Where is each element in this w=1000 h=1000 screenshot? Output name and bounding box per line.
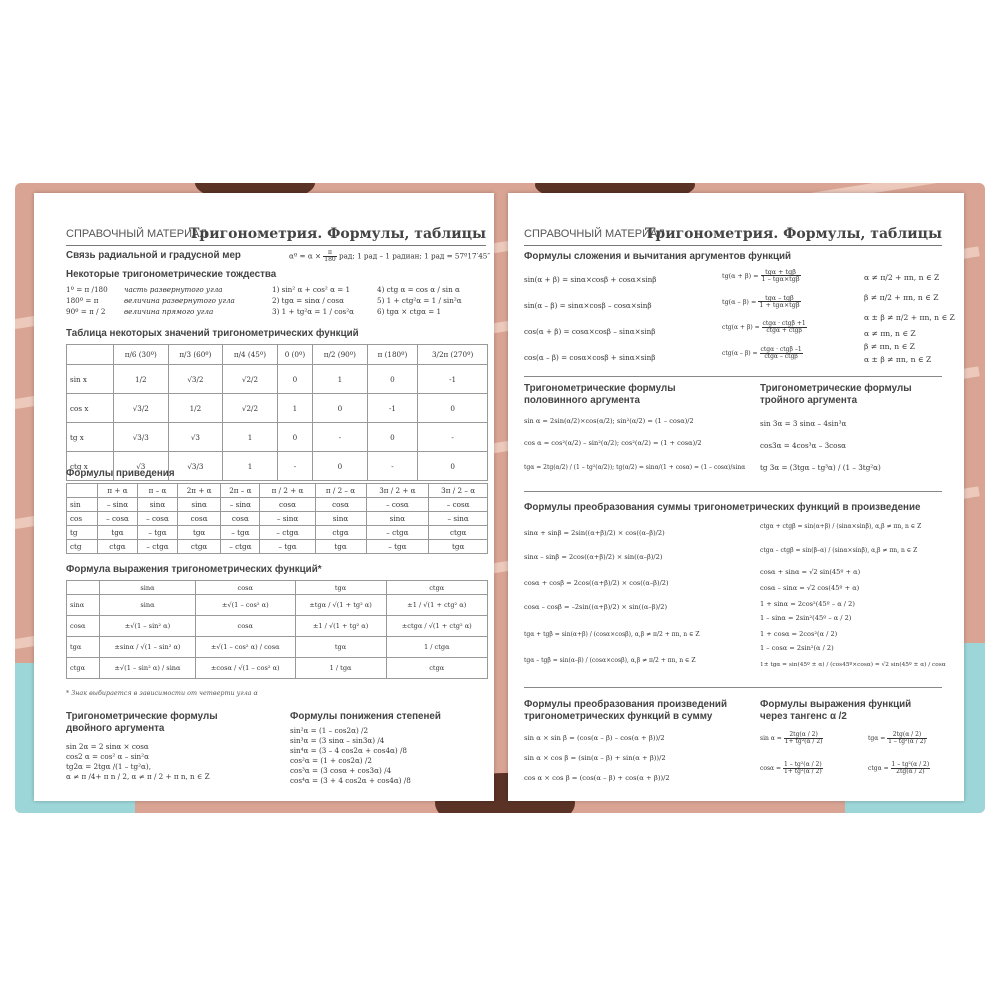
table-cell: – cosα <box>137 512 177 526</box>
addition-condition: β ≠ πn, n ∈ Z <box>864 342 915 351</box>
table-cell: ±ctgα / √(1 + ctg² α) <box>386 616 487 637</box>
frac-n: 1 – tg²(α / 2) <box>784 761 822 768</box>
table-cell: – tgα <box>221 526 260 540</box>
tan-title: Формулы выражения функций <box>760 699 912 710</box>
table-cell: 1/2 <box>114 365 169 394</box>
table-cell: 1/2 <box>168 394 223 423</box>
radial-formula <box>289 250 490 263</box>
sum-right-formula: 1± tgα = sin(45º ± α) / (cos45º×cosα) = √2 sin(45º ± α) / cosα <box>760 662 946 668</box>
sum-left-formula: sinα – sinβ = 2cos((α+β)/2) × sin((α–β)/2) <box>524 553 663 561</box>
table-cell: ±tgα / √(1 + tg² α) <box>295 595 386 616</box>
formula-frac <box>783 762 823 775</box>
table-cell: √2/2 <box>223 365 278 394</box>
addition-title: Формулы сложения и вычитания аргументов функций <box>524 251 792 262</box>
product-line: sin α × sin β = (cos(α – β) – cos(α + β))/2 <box>524 734 665 742</box>
power-line: sin²α = (1 – cos2α) /2 <box>290 726 369 735</box>
addition-condition: α ± β ≠ π/2 + πn, n ∈ Z <box>864 313 955 322</box>
addition-ctg-formula <box>722 347 803 360</box>
table-row <box>67 512 488 526</box>
table-cell: ±√(1 – cos² α) <box>195 595 295 616</box>
table-row-header: sinα <box>67 595 100 616</box>
table-row-header: tg <box>67 526 98 540</box>
table-cell: – sinα <box>98 498 138 512</box>
half-line: sin α = 2sin(α/2)×cos(α/2); sin²(α/2) = (1 – cosα)/2 <box>524 417 694 425</box>
frac-n: 2tg(α / 2) <box>784 732 824 739</box>
angle-desc: часть развернутого угла <box>124 285 223 294</box>
table-cell: ctgα <box>315 526 366 540</box>
table-cell: tgα <box>315 540 366 554</box>
addition-formula: sin(α – β) = sinα×cosβ – cosα×sinβ <box>524 301 652 310</box>
angle-desc: величина развернутого угла <box>124 296 235 305</box>
table-corner-cell <box>67 484 98 498</box>
double-line: α ≠ π /4+ π n / 2, α ≠ π / 2 + π n, n ∈ Z <box>66 772 210 781</box>
table-header-cell: sinα <box>100 581 196 595</box>
left-page <box>34 193 494 801</box>
product-line: cos α × cos β = (cos(α – β) + cos(α + β))/2 <box>524 774 670 782</box>
table-cell: tgα <box>98 526 138 540</box>
frac-d: 2tg(α / 2) <box>896 768 925 775</box>
angle-eq: 90º = π / 2 <box>66 307 106 316</box>
tan-formula <box>760 762 823 775</box>
formula-frac <box>887 732 927 745</box>
triple-title: Тригонометрические формулы <box>760 383 912 394</box>
identity-item: 3) 1 + tg²α = 1 / cos²α <box>272 307 354 316</box>
table-cell: 1 <box>313 365 368 394</box>
table-cell: ±√(1 – cos² α) / cosα <box>195 637 295 658</box>
table-row <box>67 540 488 554</box>
table-cell: – sinα <box>429 512 488 526</box>
sum-right-formula: ctgα – ctgβ = sin(β–α) / (sinα×sinβ), α,β ≠ πn, n ∈ Z <box>760 547 918 554</box>
table-corner-cell <box>67 345 114 365</box>
table-row-header: ctgα <box>67 658 100 679</box>
tan-formula <box>868 762 930 775</box>
table-header-cell: ctgα <box>386 581 487 595</box>
page-title: Тригонометрия. Формулы, таблицы <box>188 226 486 242</box>
identity-item: 4) ctg α = cos α / sin α <box>377 285 460 294</box>
table-header-row <box>67 345 488 365</box>
section-divider <box>524 687 942 688</box>
radial-formula-right: рад; 1 рад – 1 радиан; 1 рад = 57º17′45″ <box>339 251 491 261</box>
table-cell: 1 / ctgα <box>386 637 487 658</box>
addition-tg-formula <box>722 295 801 309</box>
identity-item: 1) sin² α + cos² α = 1 <box>272 285 351 294</box>
tan-title: через тангенс α /2 <box>760 711 847 722</box>
table-cell: sinα <box>100 595 196 616</box>
table-cell: sinα <box>177 498 220 512</box>
table-header-cell: 2π + α <box>177 484 220 498</box>
table-cell: 0 <box>277 423 312 452</box>
table-header-cell: π – α <box>137 484 177 498</box>
table-header-cell: π/6 (30º) <box>114 345 169 365</box>
table-corner-cell <box>67 581 100 595</box>
sum-left-formula: tgα – tgβ = sin(α–β) / (cosα×cosβ), α,β ≠ π/2 + πn, n ∈ Z <box>524 657 696 664</box>
table-cell: cosα <box>221 512 260 526</box>
frac-n: 2tg(α / 2) <box>887 732 927 739</box>
half-line: cos α = cos²(α/2) – sin²(α/2); cos²(α/2) = (1 + cosα)/2 <box>524 439 702 447</box>
table-cell: sinα <box>315 512 366 526</box>
table-row <box>67 595 488 616</box>
table-cell: cosα <box>195 616 295 637</box>
footnote: * Знак выбирается в зависимости от четверти угла α <box>66 689 258 697</box>
table-cell: – ctgα <box>221 540 260 554</box>
table-cell: – sinα <box>221 498 260 512</box>
table-cell: ctgα <box>177 540 220 554</box>
power-line: sin⁴α = (3 – 4 cos2α + cos4α) /8 <box>290 746 407 755</box>
table-cell: ctgα <box>386 658 487 679</box>
table-row <box>67 365 488 394</box>
table-cell: – ctgα <box>260 526 315 540</box>
table-row-header: ctg x <box>67 452 114 481</box>
table-cell: – cosα <box>429 498 488 512</box>
table-cell: ±1 / √(1 + ctg² α) <box>386 595 487 616</box>
table-row <box>67 526 488 540</box>
table-header-cell: π + α <box>98 484 138 498</box>
formula-frac <box>891 762 931 775</box>
double-title: двойного аргумента <box>66 723 165 734</box>
power-title: Формулы понижения степеней <box>290 711 441 722</box>
table-cell: cosα <box>315 498 366 512</box>
frac-n: 1 – tg²(α / 2) <box>891 761 930 768</box>
angle-eq: 180º = π <box>66 296 99 305</box>
section-divider <box>524 376 942 377</box>
table-cell: – ctgα <box>137 540 177 554</box>
power-line: cos⁴α = (3 + 4 cos2α + cos4α) /8 <box>290 776 411 785</box>
formula-frac <box>762 321 807 334</box>
addition-condition: β ≠ π/2 + πn, n ∈ Z <box>864 293 939 302</box>
table-cell: 0 <box>418 394 488 423</box>
header-ref: СПРАВОЧНЫЙ МАТЕРИАЛ <box>524 228 665 240</box>
table-row-header: tgα <box>67 637 100 658</box>
table-cell: ctgα <box>429 526 488 540</box>
table-cell: ctgα <box>98 540 138 554</box>
table-cell: - <box>418 423 488 452</box>
table-header-cell: 3π / 2 + α <box>366 484 429 498</box>
values-title: Таблица некоторых значений тригонометрических функций <box>66 328 359 339</box>
table-cell: 0 <box>313 394 368 423</box>
table-cell: 1 <box>277 394 312 423</box>
table-header-cell: tgα <box>295 581 386 595</box>
table-header-cell: π / 2 – α <box>315 484 366 498</box>
triple-line: sin 3α = 3 sinα – 4sin³α <box>760 419 847 428</box>
table-cell: √3/3 <box>168 452 223 481</box>
formula-lhs: tg(α – β) = <box>722 297 757 306</box>
sum-right-formula: 1 + sinα = 2cos²(45º – α / 2) <box>760 600 855 608</box>
formula-lhs: ctg(α – β) = <box>722 350 758 357</box>
table-cell: √3/2 <box>168 365 223 394</box>
addition-tg-formula <box>722 269 801 283</box>
table-row-header: cosα <box>67 616 100 637</box>
table-cell: – sinα <box>260 512 315 526</box>
sum-right-formula: 1 – sinα = 2sin²(45º – α / 2) <box>760 614 852 622</box>
formula-frac <box>761 269 801 283</box>
table-cell: -1 <box>367 394 418 423</box>
frac-d: 1+ tg²(α / 2) <box>784 738 823 745</box>
table-row-header: cos <box>67 512 98 526</box>
table-header-row <box>67 581 488 595</box>
table-cell: tgα <box>177 526 220 540</box>
table-row-header: sin <box>67 498 98 512</box>
identity-item: 2) tgα = sinα / cosα <box>272 296 344 305</box>
angle-desc: величина прямого угла <box>124 307 214 316</box>
power-line: sin³α = (3 sinα – sin3α) /4 <box>290 736 385 745</box>
table-row-header: cos x <box>67 394 114 423</box>
sum-right-formula: ctgα + ctgβ = sin(α+β) / (sinα×sinβ), α,β ≠ πn, n ∈ Z <box>760 523 922 530</box>
addition-condition: α ± β ≠ πn, n ∈ Z <box>864 355 932 364</box>
table-header-cell: π (180º) <box>367 345 418 365</box>
power-line: cos³α = (3 cosα + cos3α) /4 <box>290 766 392 775</box>
page-header <box>524 223 942 246</box>
table-cell: tgα <box>429 540 488 554</box>
frac-d: ctgα – ctgβ <box>764 353 798 360</box>
table-cell: -1 <box>418 365 488 394</box>
table-header-cell: 3/2π (270º) <box>418 345 488 365</box>
table-cell: 0 <box>367 423 418 452</box>
addition-formula: cos(α + β) = cosα×cosβ – sinα×sinβ <box>524 327 656 336</box>
table-cell: - <box>313 423 368 452</box>
half-title: Тригонометрические формулы <box>524 383 676 394</box>
triple-line: cos3α = 4cos³α – 3cosα <box>760 441 847 450</box>
half-title: половинного аргумента <box>524 395 640 406</box>
sum-left-formula: cosα + cosβ = 2cos((α+β)/2) × cos((α–β)/2) <box>524 579 669 587</box>
double-title: Тригонометрические формулы <box>66 711 218 722</box>
frac-d: 1 – tgα×tgβ <box>761 275 800 284</box>
table-header-cell: π/2 (90º) <box>313 345 368 365</box>
table-row <box>67 423 488 452</box>
table-row-header: sin x <box>67 365 114 394</box>
table-cell: √3 <box>114 452 169 481</box>
formula-lhs: cosα = <box>760 765 782 772</box>
table-cell: 1 <box>223 452 278 481</box>
sum-left-formula: sinα + sinβ = 2sin((α+β)/2) × cos((α–β)/2) <box>524 529 665 537</box>
reduction-title: Формулы приведения <box>66 468 175 479</box>
addition-formula: cos(α – β) = cosα×cosβ + sinα×sinβ <box>524 353 656 362</box>
frac-d: ctgα + ctgβ <box>766 327 802 334</box>
table-cell: tgα <box>295 637 386 658</box>
table-cell: – tgα <box>260 540 315 554</box>
product-title: Формулы преобразования произведений <box>524 699 727 710</box>
table-cell: √2/2 <box>223 394 278 423</box>
table-cell: sinα <box>366 512 429 526</box>
table-cell: – tgα <box>137 526 177 540</box>
table-header-cell: 3π / 2 – α <box>429 484 488 498</box>
formula-lhs: tg(α + β) = <box>722 271 759 280</box>
table-row <box>67 658 488 679</box>
product-line: sin α × cos β = (sin(α – β) + sin(α + β))/2 <box>524 754 666 762</box>
identity-item: 5) 1 + ctg²α = 1 / sin²α <box>377 296 462 305</box>
radial-frac-d: 180 <box>324 256 336 263</box>
sum-left-formula: cosα – cosβ = –2sin((α+β)/2) × sin((α–β)/2) <box>524 603 668 611</box>
triple-line: tg 3α = (3tgα – tg³α) / (1 – 3tg²α) <box>760 463 881 472</box>
sum-left-formula: tgα + tgβ = sin(α+β) / (cosα×cosβ), α,β ≠ π/2 + πn, n ∈ Z <box>524 631 700 638</box>
table-cell: – cosα <box>366 498 429 512</box>
half-line: tgα = 2tg(α/2) / (1 – tg²(α/2)); tg(α/2) = sinα/(1 + cosα) = (1 – cosα)/sinα <box>524 464 746 471</box>
table-cell: - <box>277 452 312 481</box>
table-row <box>67 616 488 637</box>
right-page <box>508 193 964 801</box>
power-line: cos²α = (1 + cos2α) /2 <box>290 756 372 765</box>
radial-formula-left: αº = α × <box>289 251 321 261</box>
table-cell: ±sinα / √(1 – sin² α) <box>100 637 196 658</box>
formula-lhs: sin α = <box>760 735 782 742</box>
table-row-header: ctg <box>67 540 98 554</box>
table-row <box>67 637 488 658</box>
radial-title: Связь радиальной и градусной мер <box>66 250 241 261</box>
frac-n: ctgα · ctgβ +1 <box>762 320 806 327</box>
table-row-header: tg x <box>67 423 114 452</box>
table-header-cell: cosα <box>195 581 295 595</box>
table-row <box>67 498 488 512</box>
table-cell: √3/3 <box>114 423 169 452</box>
table-header-cell: π/4 (45º) <box>223 345 278 365</box>
table-row <box>67 394 488 423</box>
sum-right-formula: cosα – sinα = √2 cos(45º + α) <box>760 584 860 592</box>
double-line: sin 2α = 2 sinα × cosα <box>66 742 149 751</box>
frac-n: tgα – tgβ <box>758 295 800 302</box>
table-cell: 1 / tgα <box>295 658 386 679</box>
page-header <box>66 223 486 246</box>
formula-lhs: tgα = <box>868 735 886 742</box>
table-cell: 0 <box>367 365 418 394</box>
product-title: тригонометрических функций в сумму <box>524 711 713 722</box>
frac-n: tgα + tgβ <box>761 269 801 276</box>
expression-title: Формула выражения тригонометрических функций* <box>66 564 322 575</box>
expression-table <box>66 580 488 679</box>
table-cell: ±√(1 – sin² α) <box>100 616 196 637</box>
table-cell: – cosα <box>98 512 138 526</box>
section-divider <box>524 491 942 492</box>
triple-title: тройного аргумента <box>760 395 858 406</box>
table-header-cell: π / 2 + α <box>260 484 315 498</box>
table-header-row <box>67 484 488 498</box>
addition-formula: sin(α + β) = sinα×cosβ + cosα×sinβ <box>524 275 657 284</box>
sum-right-formula: 1 + cosα = 2cos²(α / 2) <box>760 630 838 638</box>
sum-title: Формулы преобразования суммы тригонометрических функций в произведение <box>524 502 921 513</box>
table-cell: sinα <box>137 498 177 512</box>
addition-condition: α ≠ π/2 + πn, n ∈ Z <box>864 273 940 282</box>
table-cell: ±1 / √(1 + tg² α) <box>295 616 386 637</box>
values-table <box>66 344 488 481</box>
table-cell: 0 <box>313 452 368 481</box>
tan-formula <box>868 732 927 745</box>
table-header-cell: 2π – α <box>221 484 260 498</box>
table-cell: √3/2 <box>114 394 169 423</box>
formula-frac <box>760 347 803 360</box>
formula-frac <box>758 295 800 309</box>
table-cell: ±√(1 – sin² α) / sinα <box>100 658 196 679</box>
frac-n: ctgα · ctgβ –1 <box>760 346 802 353</box>
addition-condition: α ≠ πn, n ∈ Z <box>864 329 916 338</box>
table-header-cell: π/3 (60º) <box>168 345 223 365</box>
identity-item: 6) tgα × ctgα = 1 <box>377 307 442 316</box>
addition-ctg-formula <box>722 321 807 334</box>
formula-lhs: ctgα = <box>868 765 889 772</box>
reduction-table <box>66 483 488 554</box>
table-cell: ±cosα / √(1 – cos² α) <box>195 658 295 679</box>
page-title: Тригонометрия. Формулы, таблицы <box>644 226 942 242</box>
frac-d: 1+ tg²(α / 2) <box>783 768 822 775</box>
header-ref: СПРАВОЧНЫЙ МАТЕРИАЛ <box>66 228 207 240</box>
sum-right-formula: cosα + sinα = √2 sin(45º + α) <box>760 568 861 576</box>
radial-frac <box>323 250 336 263</box>
table-cell: 0 <box>418 452 488 481</box>
identities-title: Некоторые тригонометрические тождества <box>66 269 277 280</box>
table-cell: 0 <box>277 365 312 394</box>
double-line: tg2α = 2tgα /(1 – tg²α), <box>66 762 151 771</box>
radial-frac-n: π <box>323 250 336 257</box>
table-cell: – tgα <box>366 540 429 554</box>
sum-right-formula: 1 – cosα = 2sin²(α / 2) <box>760 644 834 652</box>
formula-lhs: ctg(α + β) = <box>722 324 760 331</box>
frac-d: 1 – tg²(α / 2) <box>888 738 926 745</box>
table-cell: cosα <box>260 498 315 512</box>
table-cell: √3 <box>168 423 223 452</box>
table-cell: cosα <box>177 512 220 526</box>
table-header-cell: 0 (0º) <box>277 345 312 365</box>
tan-formula <box>760 732 823 745</box>
angle-eq: 1º = π /180 <box>66 285 108 294</box>
table-cell: – ctgα <box>366 526 429 540</box>
table-cell: 1 <box>223 423 278 452</box>
frac-d: 1 + tgα×tgβ <box>759 301 800 310</box>
formula-frac <box>784 732 824 745</box>
table-cell: - <box>367 452 418 481</box>
double-line: cos2 α = cos² α – sin²α <box>66 752 149 761</box>
